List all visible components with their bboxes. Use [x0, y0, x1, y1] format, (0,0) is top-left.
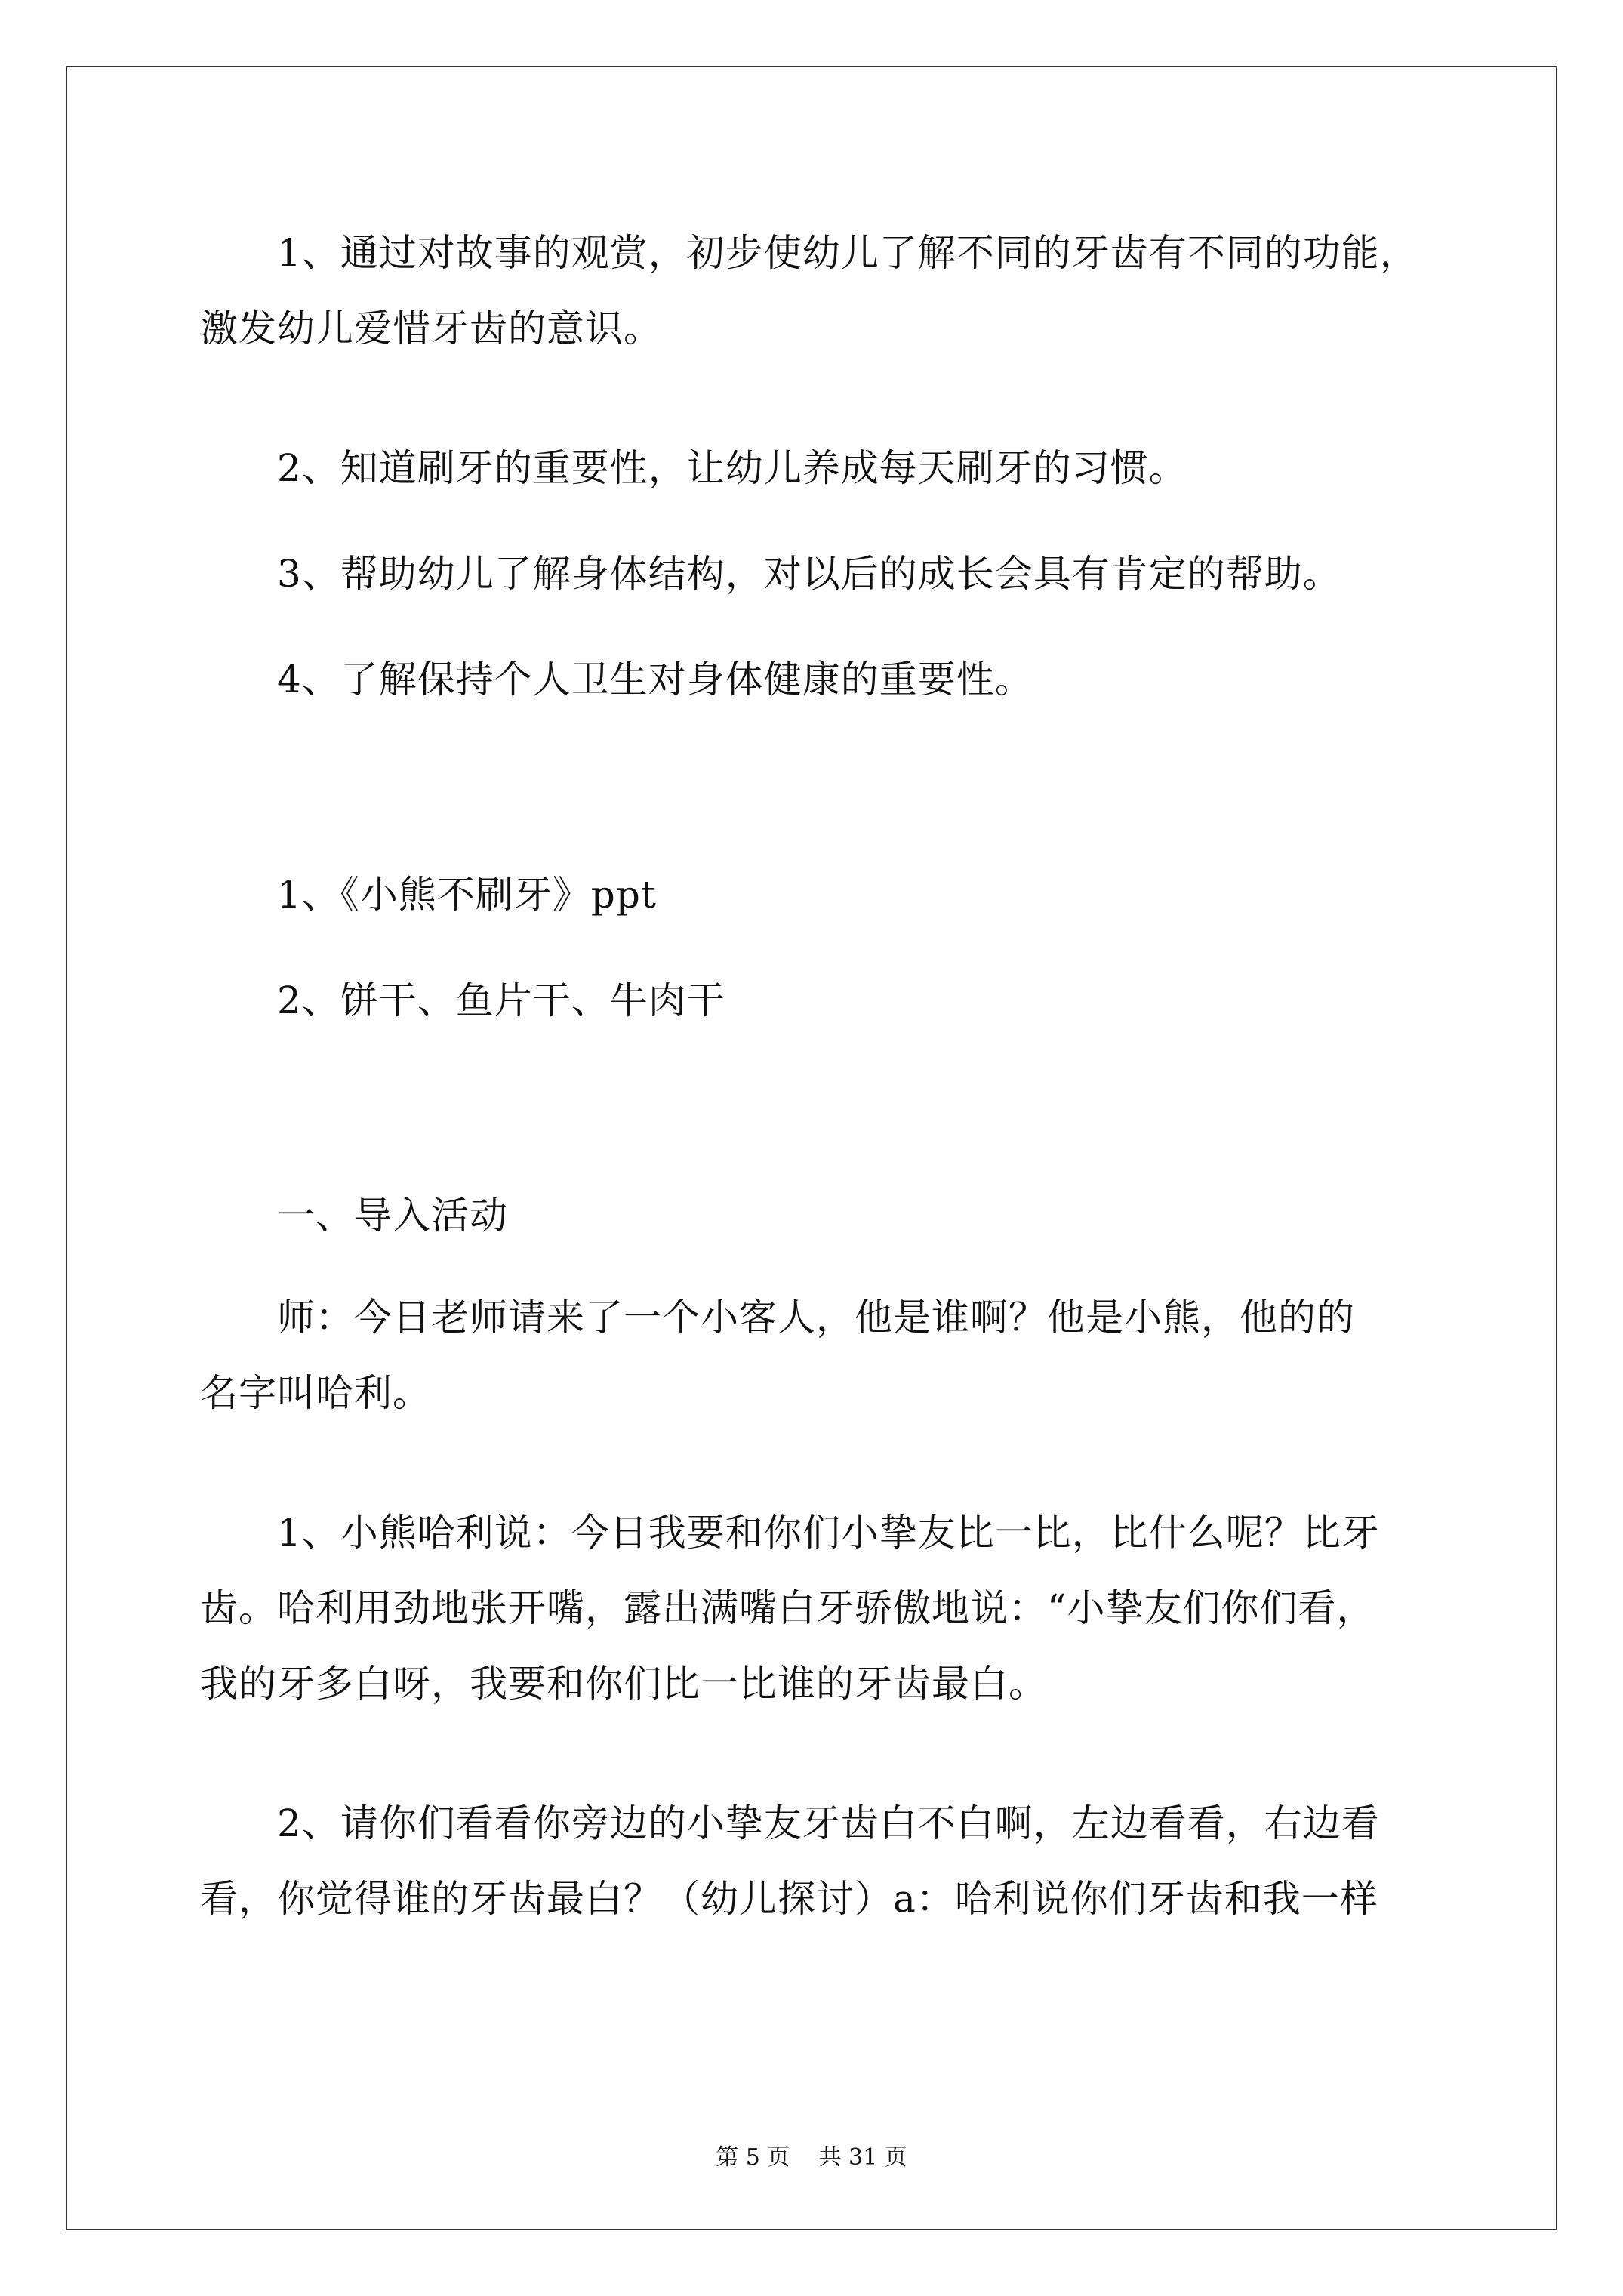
paragraph-3-line-1: 2、请你们看看你旁边的小挚友牙齿白不白啊，左边看看，右边看	[277, 1801, 1380, 1845]
paragraph-1-line-1: 师：今日老师请来了一个小客人，他是谁啊？他是小熊，他的的	[277, 1296, 1355, 1339]
paragraph-2-line-3: 我的牙多白呀，我要和你们比一比谁的牙齿最白。	[200, 1662, 1047, 1706]
goal-item-4: 4、了解保持个人卫生对身体健康的重要性。	[277, 658, 1033, 701]
goal-item-1-line-1: 1、通过对故事的观赏，初步使幼儿了解不同的牙齿有不同的功能，	[277, 231, 1418, 275]
material-item-2: 2、饼干、鱼片干、牛肉干	[277, 978, 725, 1022]
paragraph-3-line-2: 看，你觉得谁的牙齿最白？（幼儿探讨）a：哈利说你们牙齿和我一样	[200, 1877, 1378, 1921]
goal-item-1-line-2: 激发幼儿爱惜牙齿的意识。	[200, 307, 662, 350]
goal-item-2: 2、知道刷牙的重要性，让幼儿养成每天刷牙的习惯。	[277, 446, 1187, 490]
section-heading-intro: 一、导入活动	[277, 1194, 508, 1237]
paragraph-2-line-2: 齿。哈利用劲地张开嘴，露出满嘴白牙骄傲地说：“小挚友们你们看，	[200, 1586, 1375, 1630]
paragraph-2-line-1: 1、小熊哈利说：今日我要和你们小挚友比一比，比什么呢？比牙	[277, 1511, 1380, 1555]
goal-item-3: 3、帮助幼儿了解身体结构，对以后的成长会具有肯定的帮助。	[277, 552, 1341, 596]
page-number-footer: 第 5 页 共 31 页	[716, 2144, 907, 2171]
material-item-1: 1、《小熊不刷牙》ppt	[277, 873, 657, 917]
paragraph-1-line-2: 名字叫哈利。	[200, 1371, 431, 1415]
